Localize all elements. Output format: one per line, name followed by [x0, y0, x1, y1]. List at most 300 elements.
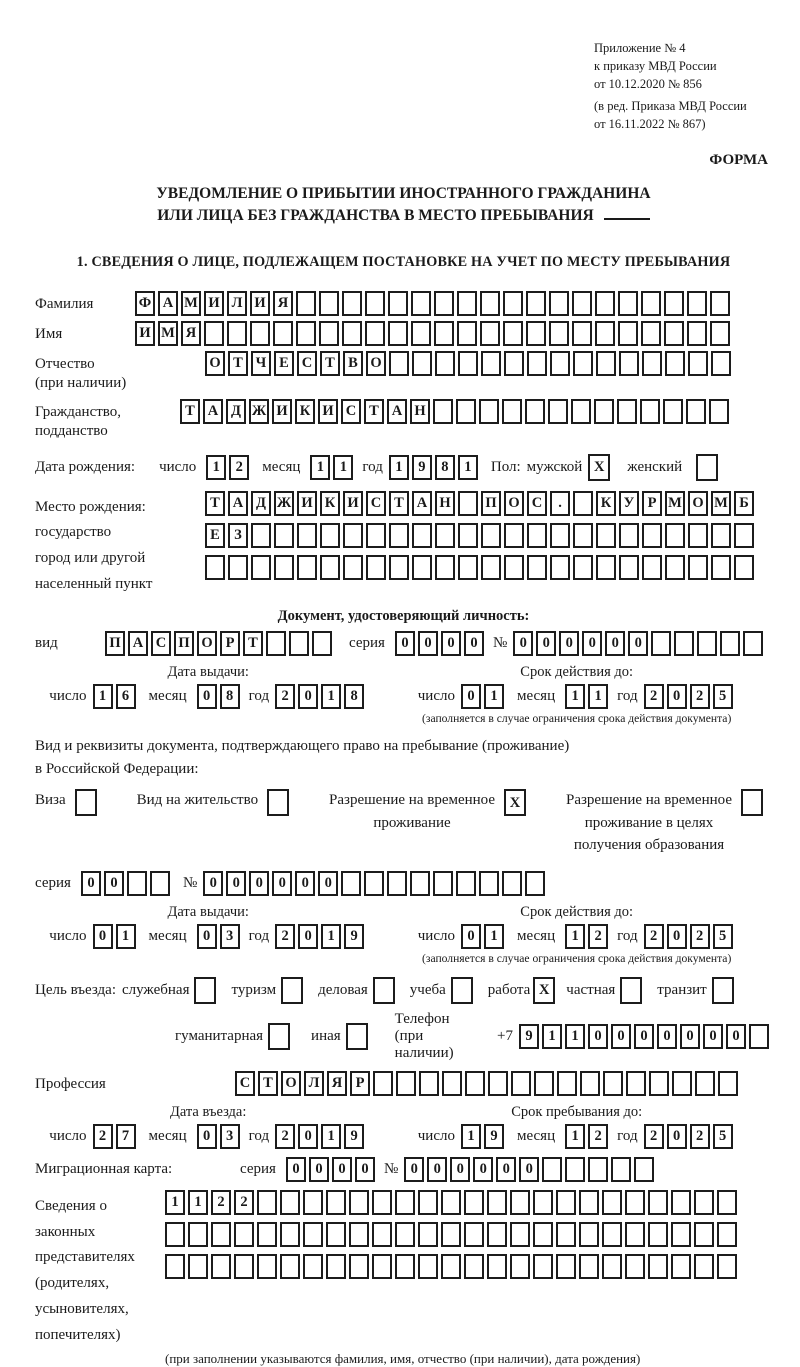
char-cell[interactable]: 1: [321, 924, 341, 949]
char-cell[interactable]: 1: [588, 684, 608, 709]
char-cell[interactable]: [343, 523, 363, 548]
char-cell[interactable]: [648, 1222, 668, 1247]
char-cell[interactable]: [688, 351, 708, 376]
char-cell[interactable]: 0: [628, 631, 648, 656]
char-cell[interactable]: [542, 1157, 562, 1182]
char-cell[interactable]: [556, 1190, 576, 1215]
char-cell[interactable]: [503, 291, 523, 316]
char-cell[interactable]: А: [387, 399, 407, 424]
char-cell[interactable]: [281, 977, 303, 1004]
char-cell[interactable]: [572, 291, 592, 316]
char-cell[interactable]: 8: [435, 455, 455, 480]
char-cell[interactable]: [573, 555, 593, 580]
char-cell[interactable]: Ф: [135, 291, 155, 316]
char-cell[interactable]: [525, 871, 545, 896]
char-cell[interactable]: [573, 523, 593, 548]
char-cell[interactable]: [320, 555, 340, 580]
char-cell[interactable]: Б: [734, 491, 754, 516]
transit-checkbox[interactable]: [712, 977, 737, 1004]
char-cell[interactable]: [395, 1254, 415, 1279]
char-cell[interactable]: [411, 321, 431, 346]
char-cell[interactable]: 1: [565, 1024, 585, 1049]
char-cell[interactable]: [487, 1254, 507, 1279]
char-cell[interactable]: М: [158, 321, 178, 346]
char-cell[interactable]: [619, 351, 639, 376]
char-cell[interactable]: Т: [243, 631, 263, 656]
char-cell[interactable]: Ч: [251, 351, 271, 376]
char-cell[interactable]: [534, 1071, 554, 1096]
char-cell[interactable]: [346, 1023, 368, 1050]
char-cell[interactable]: 2: [588, 1124, 608, 1149]
char-cell[interactable]: [458, 491, 478, 516]
char-cell[interactable]: [435, 555, 455, 580]
char-cell[interactable]: [410, 871, 430, 896]
char-cell[interactable]: 0: [657, 1024, 677, 1049]
char-cell[interactable]: [372, 1254, 392, 1279]
char-cell[interactable]: [150, 871, 170, 896]
char-cell[interactable]: [366, 555, 386, 580]
char-cell[interactable]: [620, 977, 642, 1004]
char-cell[interactable]: О: [688, 491, 708, 516]
business-checkbox[interactable]: [373, 977, 398, 1004]
char-cell[interactable]: Н: [435, 491, 455, 516]
char-cell[interactable]: [626, 1071, 646, 1096]
char-cell[interactable]: [694, 1222, 714, 1247]
char-cell[interactable]: [435, 523, 455, 548]
char-cell[interactable]: [594, 399, 614, 424]
char-cell[interactable]: [712, 977, 734, 1004]
residence-permit-checkbox[interactable]: [267, 789, 292, 816]
char-cell[interactable]: 0: [203, 871, 223, 896]
char-cell[interactable]: [320, 523, 340, 548]
char-cell[interactable]: [289, 631, 309, 656]
char-cell[interactable]: 0: [605, 631, 625, 656]
char-cell[interactable]: [326, 1254, 346, 1279]
char-cell[interactable]: 2: [644, 684, 664, 709]
char-cell[interactable]: [672, 1071, 692, 1096]
visa-checkbox[interactable]: [75, 789, 100, 816]
char-cell[interactable]: 1: [542, 1024, 562, 1049]
temp-residence-education-checkbox[interactable]: [741, 789, 766, 816]
char-cell[interactable]: О: [205, 351, 225, 376]
char-cell[interactable]: [234, 1222, 254, 1247]
char-cell[interactable]: 0: [295, 871, 315, 896]
char-cell[interactable]: 1: [484, 684, 504, 709]
char-cell[interactable]: [457, 321, 477, 346]
char-cell[interactable]: [481, 555, 501, 580]
char-cell[interactable]: [488, 1071, 508, 1096]
char-cell[interactable]: [596, 351, 616, 376]
char-cell[interactable]: Ж: [249, 399, 269, 424]
char-cell[interactable]: [556, 1222, 576, 1247]
char-cell[interactable]: 0: [197, 924, 217, 949]
char-cell[interactable]: [694, 1254, 714, 1279]
char-cell[interactable]: 0: [464, 631, 484, 656]
char-cell[interactable]: [503, 321, 523, 346]
char-cell[interactable]: [395, 1222, 415, 1247]
char-cell[interactable]: О: [197, 631, 217, 656]
char-cell[interactable]: [349, 1254, 369, 1279]
char-cell[interactable]: [502, 871, 522, 896]
char-cell[interactable]: [165, 1222, 185, 1247]
char-cell[interactable]: [481, 523, 501, 548]
char-cell[interactable]: 1: [165, 1190, 185, 1215]
char-cell[interactable]: [366, 523, 386, 548]
char-cell[interactable]: Т: [320, 351, 340, 376]
char-cell[interactable]: [457, 291, 477, 316]
char-cell[interactable]: [412, 523, 432, 548]
char-cell[interactable]: [303, 1222, 323, 1247]
char-cell[interactable]: [442, 1071, 462, 1096]
char-cell[interactable]: С: [151, 631, 171, 656]
char-cell[interactable]: К: [596, 491, 616, 516]
char-cell[interactable]: [412, 351, 432, 376]
char-cell[interactable]: [349, 1190, 369, 1215]
work-checkbox[interactable]: [533, 977, 558, 1004]
char-cell[interactable]: 0: [441, 631, 461, 656]
char-cell[interactable]: 0: [667, 684, 687, 709]
char-cell[interactable]: [464, 1222, 484, 1247]
char-cell[interactable]: Е: [205, 523, 225, 548]
char-cell[interactable]: [596, 523, 616, 548]
char-cell[interactable]: [618, 291, 638, 316]
char-cell[interactable]: [387, 871, 407, 896]
char-cell[interactable]: К: [320, 491, 340, 516]
char-cell[interactable]: [695, 1071, 715, 1096]
char-cell[interactable]: 1: [93, 684, 113, 709]
char-cell[interactable]: [464, 1190, 484, 1215]
char-cell[interactable]: 1: [389, 455, 409, 480]
char-cell[interactable]: 6: [116, 684, 136, 709]
char-cell[interactable]: [602, 1222, 622, 1247]
study-checkbox[interactable]: [451, 977, 476, 1004]
char-cell[interactable]: 2: [275, 924, 295, 949]
char-cell[interactable]: [433, 871, 453, 896]
char-cell[interactable]: Т: [205, 491, 225, 516]
char-cell[interactable]: [572, 321, 592, 346]
char-cell[interactable]: [710, 321, 730, 346]
char-cell[interactable]: [527, 351, 547, 376]
char-cell[interactable]: 0: [81, 871, 101, 896]
char-cell[interactable]: Л: [304, 1071, 324, 1096]
char-cell[interactable]: 1: [565, 924, 585, 949]
char-cell[interactable]: [743, 631, 763, 656]
char-cell[interactable]: [603, 1071, 623, 1096]
char-cell[interactable]: [297, 555, 317, 580]
char-cell[interactable]: [127, 871, 147, 896]
char-cell[interactable]: [211, 1254, 231, 1279]
char-cell[interactable]: [697, 631, 717, 656]
char-cell[interactable]: X: [504, 789, 526, 816]
char-cell[interactable]: [251, 555, 271, 580]
char-cell[interactable]: [602, 1190, 622, 1215]
char-cell[interactable]: [234, 1254, 254, 1279]
char-cell[interactable]: 2: [690, 1124, 710, 1149]
char-cell[interactable]: 2: [690, 924, 710, 949]
char-cell[interactable]: [274, 523, 294, 548]
char-cell[interactable]: С: [235, 1071, 255, 1096]
char-cell[interactable]: О: [281, 1071, 301, 1096]
char-cell[interactable]: [487, 1190, 507, 1215]
char-cell[interactable]: 1: [565, 1124, 585, 1149]
char-cell[interactable]: [550, 351, 570, 376]
char-cell[interactable]: [343, 555, 363, 580]
char-cell[interactable]: [665, 555, 685, 580]
char-cell[interactable]: [573, 491, 593, 516]
char-cell[interactable]: 0: [634, 1024, 654, 1049]
char-cell[interactable]: [619, 555, 639, 580]
char-cell[interactable]: [617, 399, 637, 424]
char-cell[interactable]: И: [343, 491, 363, 516]
char-cell[interactable]: 2: [644, 1124, 664, 1149]
char-cell[interactable]: [734, 523, 754, 548]
char-cell[interactable]: 2: [275, 684, 295, 709]
char-cell[interactable]: [595, 291, 615, 316]
char-cell[interactable]: [342, 321, 362, 346]
char-cell[interactable]: Р: [642, 491, 662, 516]
char-cell[interactable]: [686, 399, 706, 424]
char-cell[interactable]: [642, 351, 662, 376]
char-cell[interactable]: [642, 555, 662, 580]
char-cell[interactable]: 5: [713, 1124, 733, 1149]
char-cell[interactable]: 0: [450, 1157, 470, 1182]
char-cell[interactable]: [664, 291, 684, 316]
char-cell[interactable]: К: [295, 399, 315, 424]
char-cell[interactable]: [533, 1190, 553, 1215]
char-cell[interactable]: [326, 1190, 346, 1215]
char-cell[interactable]: 0: [680, 1024, 700, 1049]
char-cell[interactable]: [434, 321, 454, 346]
char-cell[interactable]: [312, 631, 332, 656]
char-cell[interactable]: [649, 1071, 669, 1096]
char-cell[interactable]: Т: [364, 399, 384, 424]
char-cell[interactable]: С: [341, 399, 361, 424]
char-cell[interactable]: [319, 321, 339, 346]
char-cell[interactable]: 0: [309, 1157, 329, 1182]
char-cell[interactable]: [640, 399, 660, 424]
char-cell[interactable]: [456, 399, 476, 424]
char-cell[interactable]: 0: [496, 1157, 516, 1182]
char-cell[interactable]: [441, 1222, 461, 1247]
char-cell[interactable]: 2: [275, 1124, 295, 1149]
char-cell[interactable]: [373, 977, 395, 1004]
char-cell[interactable]: А: [158, 291, 178, 316]
char-cell[interactable]: [588, 1157, 608, 1182]
char-cell[interactable]: .: [550, 491, 570, 516]
char-cell[interactable]: [548, 399, 568, 424]
male-checkbox[interactable]: [588, 454, 613, 481]
char-cell[interactable]: А: [128, 631, 148, 656]
char-cell[interactable]: 1: [310, 455, 330, 480]
char-cell[interactable]: Т: [228, 351, 248, 376]
char-cell[interactable]: [717, 1222, 737, 1247]
char-cell[interactable]: 0: [93, 924, 113, 949]
char-cell[interactable]: 1: [461, 1124, 481, 1149]
char-cell[interactable]: 0: [298, 1124, 318, 1149]
char-cell[interactable]: [326, 1222, 346, 1247]
char-cell[interactable]: [372, 1190, 392, 1215]
char-cell[interactable]: [257, 1254, 277, 1279]
char-cell[interactable]: [557, 1071, 577, 1096]
char-cell[interactable]: [734, 555, 754, 580]
char-cell[interactable]: [641, 291, 661, 316]
char-cell[interactable]: [458, 523, 478, 548]
temp-residence-checkbox[interactable]: [504, 789, 529, 816]
char-cell[interactable]: 0: [298, 684, 318, 709]
char-cell[interactable]: [526, 321, 546, 346]
char-cell[interactable]: [533, 1254, 553, 1279]
char-cell[interactable]: [465, 1071, 485, 1096]
char-cell[interactable]: [618, 321, 638, 346]
char-cell[interactable]: 0: [197, 684, 217, 709]
char-cell[interactable]: 1: [333, 455, 353, 480]
char-cell[interactable]: Д: [251, 491, 271, 516]
char-cell[interactable]: А: [228, 491, 248, 516]
char-cell[interactable]: [720, 631, 740, 656]
char-cell[interactable]: 0: [461, 924, 481, 949]
char-cell[interactable]: П: [481, 491, 501, 516]
char-cell[interactable]: 2: [211, 1190, 231, 1215]
char-cell[interactable]: [671, 1222, 691, 1247]
char-cell[interactable]: 1: [565, 684, 585, 709]
char-cell[interactable]: 9: [344, 1124, 364, 1149]
char-cell[interactable]: Я: [273, 291, 293, 316]
char-cell[interactable]: [579, 1190, 599, 1215]
char-cell[interactable]: [441, 1190, 461, 1215]
char-cell[interactable]: [671, 1190, 691, 1215]
char-cell[interactable]: 9: [344, 924, 364, 949]
char-cell[interactable]: Е: [274, 351, 294, 376]
char-cell[interactable]: 0: [519, 1157, 539, 1182]
char-cell[interactable]: 0: [355, 1157, 375, 1182]
char-cell[interactable]: [711, 523, 731, 548]
char-cell[interactable]: 0: [226, 871, 246, 896]
char-cell[interactable]: 0: [461, 684, 481, 709]
char-cell[interactable]: А: [203, 399, 223, 424]
char-cell[interactable]: [349, 1222, 369, 1247]
char-cell[interactable]: [342, 291, 362, 316]
char-cell[interactable]: 2: [229, 455, 249, 480]
char-cell[interactable]: [687, 291, 707, 316]
char-cell[interactable]: [596, 555, 616, 580]
char-cell[interactable]: [480, 291, 500, 316]
char-cell[interactable]: 8: [344, 684, 364, 709]
char-cell[interactable]: 0: [473, 1157, 493, 1182]
char-cell[interactable]: [511, 1071, 531, 1096]
char-cell[interactable]: [480, 321, 500, 346]
char-cell[interactable]: [651, 631, 671, 656]
char-cell[interactable]: [525, 399, 545, 424]
char-cell[interactable]: [663, 399, 683, 424]
char-cell[interactable]: 0: [582, 631, 602, 656]
char-cell[interactable]: [388, 321, 408, 346]
char-cell[interactable]: [296, 321, 316, 346]
char-cell[interactable]: [717, 1254, 737, 1279]
char-cell[interactable]: 0: [418, 631, 438, 656]
char-cell[interactable]: [274, 555, 294, 580]
char-cell[interactable]: Т: [258, 1071, 278, 1096]
char-cell[interactable]: 0: [404, 1157, 424, 1182]
char-cell[interactable]: 2: [644, 924, 664, 949]
char-cell[interactable]: Я: [327, 1071, 347, 1096]
char-cell[interactable]: И: [297, 491, 317, 516]
char-cell[interactable]: [303, 1190, 323, 1215]
char-cell[interactable]: Ж: [274, 491, 294, 516]
char-cell[interactable]: [709, 399, 729, 424]
char-cell[interactable]: И: [135, 321, 155, 346]
char-cell[interactable]: [297, 523, 317, 548]
char-cell[interactable]: [419, 1071, 439, 1096]
char-cell[interactable]: [565, 1157, 585, 1182]
char-cell[interactable]: 0: [427, 1157, 447, 1182]
official-checkbox[interactable]: [194, 977, 219, 1004]
char-cell[interactable]: [364, 871, 384, 896]
char-cell[interactable]: Т: [389, 491, 409, 516]
char-cell[interactable]: [365, 291, 385, 316]
char-cell[interactable]: [458, 351, 478, 376]
char-cell[interactable]: [533, 1222, 553, 1247]
char-cell[interactable]: [510, 1222, 530, 1247]
char-cell[interactable]: [456, 871, 476, 896]
char-cell[interactable]: [280, 1222, 300, 1247]
char-cell[interactable]: [268, 1023, 290, 1050]
char-cell[interactable]: [625, 1254, 645, 1279]
char-cell[interactable]: [257, 1222, 277, 1247]
char-cell[interactable]: З: [228, 523, 248, 548]
char-cell[interactable]: [388, 291, 408, 316]
char-cell[interactable]: X: [533, 977, 555, 1004]
char-cell[interactable]: [435, 351, 455, 376]
char-cell[interactable]: 1: [116, 924, 136, 949]
char-cell[interactable]: [510, 1190, 530, 1215]
char-cell[interactable]: М: [665, 491, 685, 516]
char-cell[interactable]: [441, 1254, 461, 1279]
char-cell[interactable]: О: [504, 491, 524, 516]
char-cell[interactable]: Р: [220, 631, 240, 656]
char-cell[interactable]: 0: [318, 871, 338, 896]
char-cell[interactable]: 3: [220, 924, 240, 949]
char-cell[interactable]: 2: [93, 1124, 113, 1149]
char-cell[interactable]: [749, 1024, 769, 1049]
char-cell[interactable]: 0: [104, 871, 124, 896]
char-cell[interactable]: [479, 399, 499, 424]
female-checkbox[interactable]: [696, 454, 721, 481]
char-cell[interactable]: [504, 523, 524, 548]
char-cell[interactable]: [266, 631, 286, 656]
char-cell[interactable]: С: [366, 491, 386, 516]
char-cell[interactable]: [395, 1190, 415, 1215]
char-cell[interactable]: 0: [703, 1024, 723, 1049]
other-checkbox[interactable]: [346, 1023, 371, 1050]
char-cell[interactable]: И: [204, 291, 224, 316]
char-cell[interactable]: Н: [410, 399, 430, 424]
char-cell[interactable]: [579, 1254, 599, 1279]
char-cell[interactable]: [648, 1190, 668, 1215]
char-cell[interactable]: [257, 1190, 277, 1215]
char-cell[interactable]: [504, 555, 524, 580]
char-cell[interactable]: [251, 523, 271, 548]
char-cell[interactable]: [674, 631, 694, 656]
char-cell[interactable]: [194, 977, 216, 1004]
char-cell[interactable]: [664, 321, 684, 346]
char-cell[interactable]: [549, 291, 569, 316]
char-cell[interactable]: И: [272, 399, 292, 424]
char-cell[interactable]: 7: [116, 1124, 136, 1149]
char-cell[interactable]: [280, 1190, 300, 1215]
char-cell[interactable]: [434, 291, 454, 316]
char-cell[interactable]: [619, 523, 639, 548]
char-cell[interactable]: [595, 321, 615, 346]
